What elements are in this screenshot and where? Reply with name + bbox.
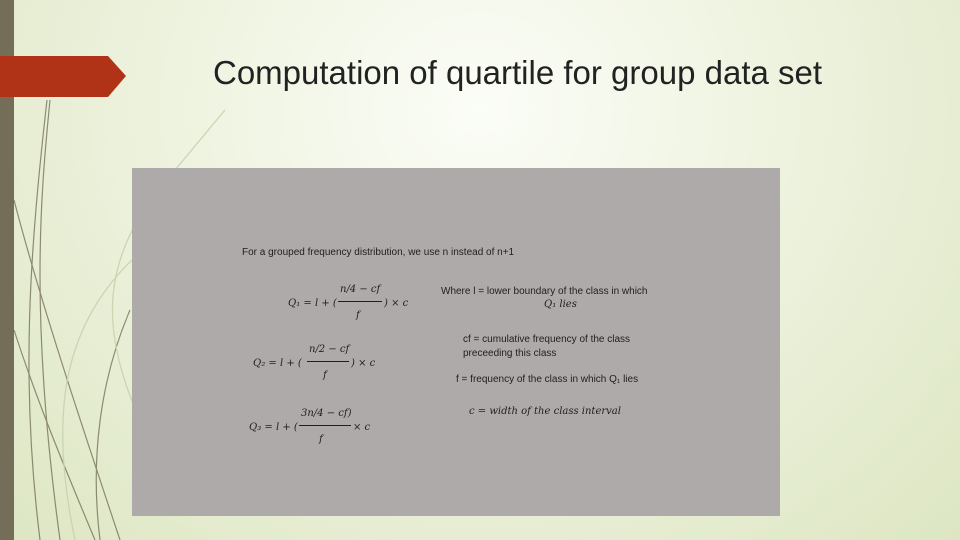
q1-numerator: n/4 − cf [340, 284, 381, 295]
q2-denominator: f [323, 370, 327, 381]
q1-denominator: f [356, 310, 360, 321]
q3-denominator: f [319, 434, 323, 445]
q3-numerator: 3n/4 − cf) [301, 408, 352, 419]
q1-formula [288, 280, 408, 324]
q3-formula [249, 404, 389, 448]
def-cf-line2: preceeding this class [463, 348, 557, 359]
red-tab-shape [0, 56, 126, 97]
q1-lhs: Q₁ = l + ( [288, 298, 337, 309]
q2-formula [253, 340, 383, 384]
q3-fraction-bar [299, 425, 351, 426]
q1-fraction-bar [338, 301, 382, 302]
q3-tail: × c [353, 422, 371, 433]
def-l-line1: Where l = lower boundary of the class in which [441, 286, 648, 297]
q2-numerator: n/2 − cf [309, 344, 350, 355]
q2-lhs: Q₂ = l + ( [253, 358, 302, 369]
q3-lhs: Q₃ = l + ( [249, 422, 298, 433]
q2-tail: ) × c [351, 358, 376, 369]
def-l-line2: Q₁ lies [544, 299, 577, 310]
formula-image [132, 168, 780, 516]
def-cf-line1: cf = cumulative frequency of the class [463, 334, 631, 345]
q1-tail: ) × c [384, 298, 409, 309]
intro-text: For a grouped frequency distribution, we use n instead of n+1 [242, 247, 515, 258]
q2-fraction-bar [307, 361, 349, 362]
def-c-line: c = width of the class interval [469, 406, 621, 417]
def-f-line: f = frequency of the class in which Q₁ lies [456, 374, 639, 385]
slide-title: Computation of quartile for group data set [213, 54, 823, 91]
